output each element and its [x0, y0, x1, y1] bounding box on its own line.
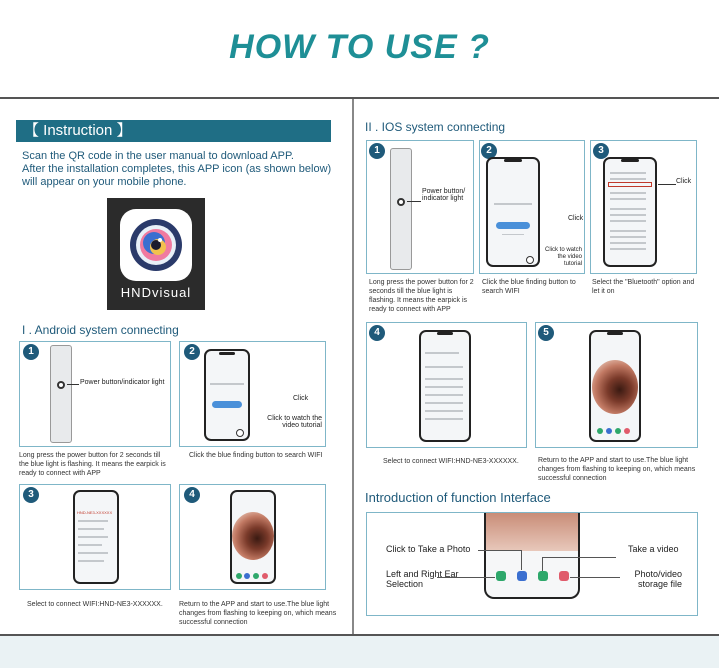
phone-text-line: [210, 383, 244, 385]
video-icon[interactable]: [615, 428, 621, 434]
ear-camera-view: [592, 360, 638, 414]
app-name: HNDvisual: [120, 285, 192, 300]
storage-icon[interactable]: [624, 428, 630, 434]
photo-icon[interactable]: [517, 571, 527, 581]
phone-notch: [621, 159, 639, 162]
ios-step-2-caption: Click the blue finding button to search WIFI: [482, 279, 576, 295]
ios-step-4-number: 4: [369, 325, 385, 341]
storage-label: Photo/video storage file: [634, 569, 682, 589]
wifi-item: [425, 402, 463, 404]
power-button-icon: [397, 198, 405, 206]
video-icon[interactable]: [253, 573, 259, 579]
ios-step-5-caption: Return to the APP and start to use.The blue light changes from flashing to keeping on, which means successful connection: [538, 457, 696, 482]
ios-step-4-caption: Select to connect WIFI:HND-NE3-XXXXXX.: [383, 458, 519, 465]
ios-step-3-caption: Select the "Bluetooth" option and let it on: [592, 279, 695, 295]
settings-item: [610, 172, 646, 174]
phone-notch: [437, 332, 453, 335]
wifi-item: [78, 520, 108, 522]
ear-select-icon[interactable]: [236, 573, 242, 579]
function-camera-view: [486, 513, 578, 551]
instruction-text: [22, 150, 347, 189]
wifi-item: [78, 544, 102, 546]
android-step-2-phone: [204, 349, 250, 441]
android-step-2-number: 2: [184, 344, 200, 360]
settings-item: [610, 242, 646, 244]
ear-camera-view: [232, 512, 274, 560]
take-video-label: Take a video: [628, 544, 679, 554]
power-button-icon: [57, 381, 65, 389]
ios-step-1-number: 1: [369, 143, 385, 159]
android-step-2-caption: Click the blue finding button to search WIFI: [189, 452, 323, 459]
ios-step-3-click: Click: [676, 178, 692, 185]
wifi-item: [78, 528, 104, 530]
settings-item: [610, 248, 646, 250]
video-icon[interactable]: [538, 571, 548, 581]
ios-heading: II . IOS system connecting: [365, 120, 506, 134]
function-heading: Introduction of function Interface: [365, 490, 551, 505]
callout-line: [542, 557, 616, 558]
instruction-header: 【 Instruction 】: [16, 120, 331, 142]
android-step-2-box: [179, 341, 326, 447]
instruction-line-1: Scan the QR code in the user manual to download APP.: [22, 150, 294, 162]
android-step-2-click: Click: [293, 395, 309, 402]
wifi-item: [425, 394, 463, 396]
phone-notch: [504, 159, 522, 162]
earpick-device: [390, 148, 412, 270]
bluetooth-option[interactable]: [608, 182, 652, 187]
android-heading: I . Android system connecting: [22, 323, 179, 337]
android-step-1-callout: Power button/indicator light: [80, 379, 165, 386]
phone-text-line: [502, 234, 524, 235]
find-button[interactable]: [496, 222, 530, 229]
settings-item: [610, 198, 646, 200]
ios-step-1-box: [366, 140, 474, 274]
settings-item: [610, 192, 646, 194]
android-step-4-number: 4: [184, 487, 200, 503]
android-step-3-caption: Select to connect WIFI:HND-NE3-XXXXXX.: [27, 601, 163, 608]
instruction-line-3: will appear on your mobile phone.: [22, 176, 187, 188]
take-photo-label: Click to Take a Photo: [386, 544, 471, 554]
settings-item: [610, 214, 646, 216]
phone-notch: [219, 352, 235, 355]
android-step-3-wifi[interactable]: HND-NE3-XXXXXX: [77, 510, 113, 515]
video-tutorial-icon[interactable]: [236, 429, 244, 437]
callout-line: [542, 557, 543, 571]
ear-selection-label: Left and Right Ear Selection: [386, 569, 459, 589]
android-step-1-number: 1: [23, 344, 39, 360]
bottom-band: [0, 636, 719, 668]
wifi-item[interactable]: [425, 352, 459, 354]
page-title: HOW TO USE ?: [229, 28, 490, 66]
android-step-1-box: [19, 341, 171, 447]
wifi-item: [425, 378, 463, 380]
wifi-item: [425, 410, 463, 412]
ios-step-5-number: 5: [538, 325, 554, 341]
wifi-item: [425, 366, 463, 368]
callout-line: [658, 184, 676, 185]
wifi-item: [78, 560, 104, 562]
settings-item: [610, 220, 646, 222]
video-tutorial-icon[interactable]: [526, 256, 534, 264]
settings-item: [610, 230, 646, 232]
ios-step-3-number: 3: [593, 143, 609, 159]
storage-icon[interactable]: [559, 571, 569, 581]
settings-item: [610, 236, 646, 238]
earpick-device: [50, 345, 72, 443]
wifi-item: [78, 552, 108, 554]
ear-select-icon[interactable]: [597, 428, 603, 434]
find-button[interactable]: [212, 401, 242, 408]
ios-step-1-callout: Power button/ indicator light: [422, 188, 466, 202]
ios-step-2-phone: [486, 157, 540, 267]
ios-step-2-number: 2: [481, 143, 497, 159]
android-step-3-number: 3: [23, 487, 39, 503]
settings-item: [610, 178, 646, 180]
storage-icon[interactable]: [262, 573, 268, 579]
ios-step-1-caption: Long press the power button for 2 seconds till the blue light is flashing. It means the earpick is ready to connect with APP: [369, 279, 474, 313]
callout-line: [521, 550, 522, 570]
android-step-2-watch: Click to watch the video tutorial: [267, 415, 322, 429]
ios-step-2-watch: Click to watch the video tutorial: [544, 247, 582, 267]
android-step-1-caption: Long press the power button for 2 seconds till the blue light is flashing. It means the earpick is ready to connect with APP: [19, 452, 166, 477]
ios-step-2-click: Click: [568, 215, 584, 222]
wifi-item: [425, 418, 463, 420]
callout-line: [478, 550, 522, 551]
phone-notch: [607, 332, 623, 335]
photo-icon[interactable]: [244, 573, 250, 579]
wifi-item: [425, 386, 463, 388]
app-camera-icon: [120, 209, 192, 281]
ear-select-icon[interactable]: [496, 571, 506, 581]
callout-line: [67, 384, 79, 385]
top-divider: [0, 97, 719, 99]
android-step-4-caption: Return to the APP and start to use.The blue light changes from flashing to keeping on, which means successful connection: [179, 601, 337, 626]
column-divider: [352, 99, 354, 634]
wifi-item: [78, 536, 108, 538]
callout-line: [407, 201, 421, 202]
instruction-line-2: After the installation completes, this APP icon (as shown below): [22, 163, 332, 175]
settings-item: [610, 208, 646, 210]
callout-line: [570, 577, 620, 578]
phone-text-line: [494, 203, 532, 205]
photo-icon[interactable]: [606, 428, 612, 434]
